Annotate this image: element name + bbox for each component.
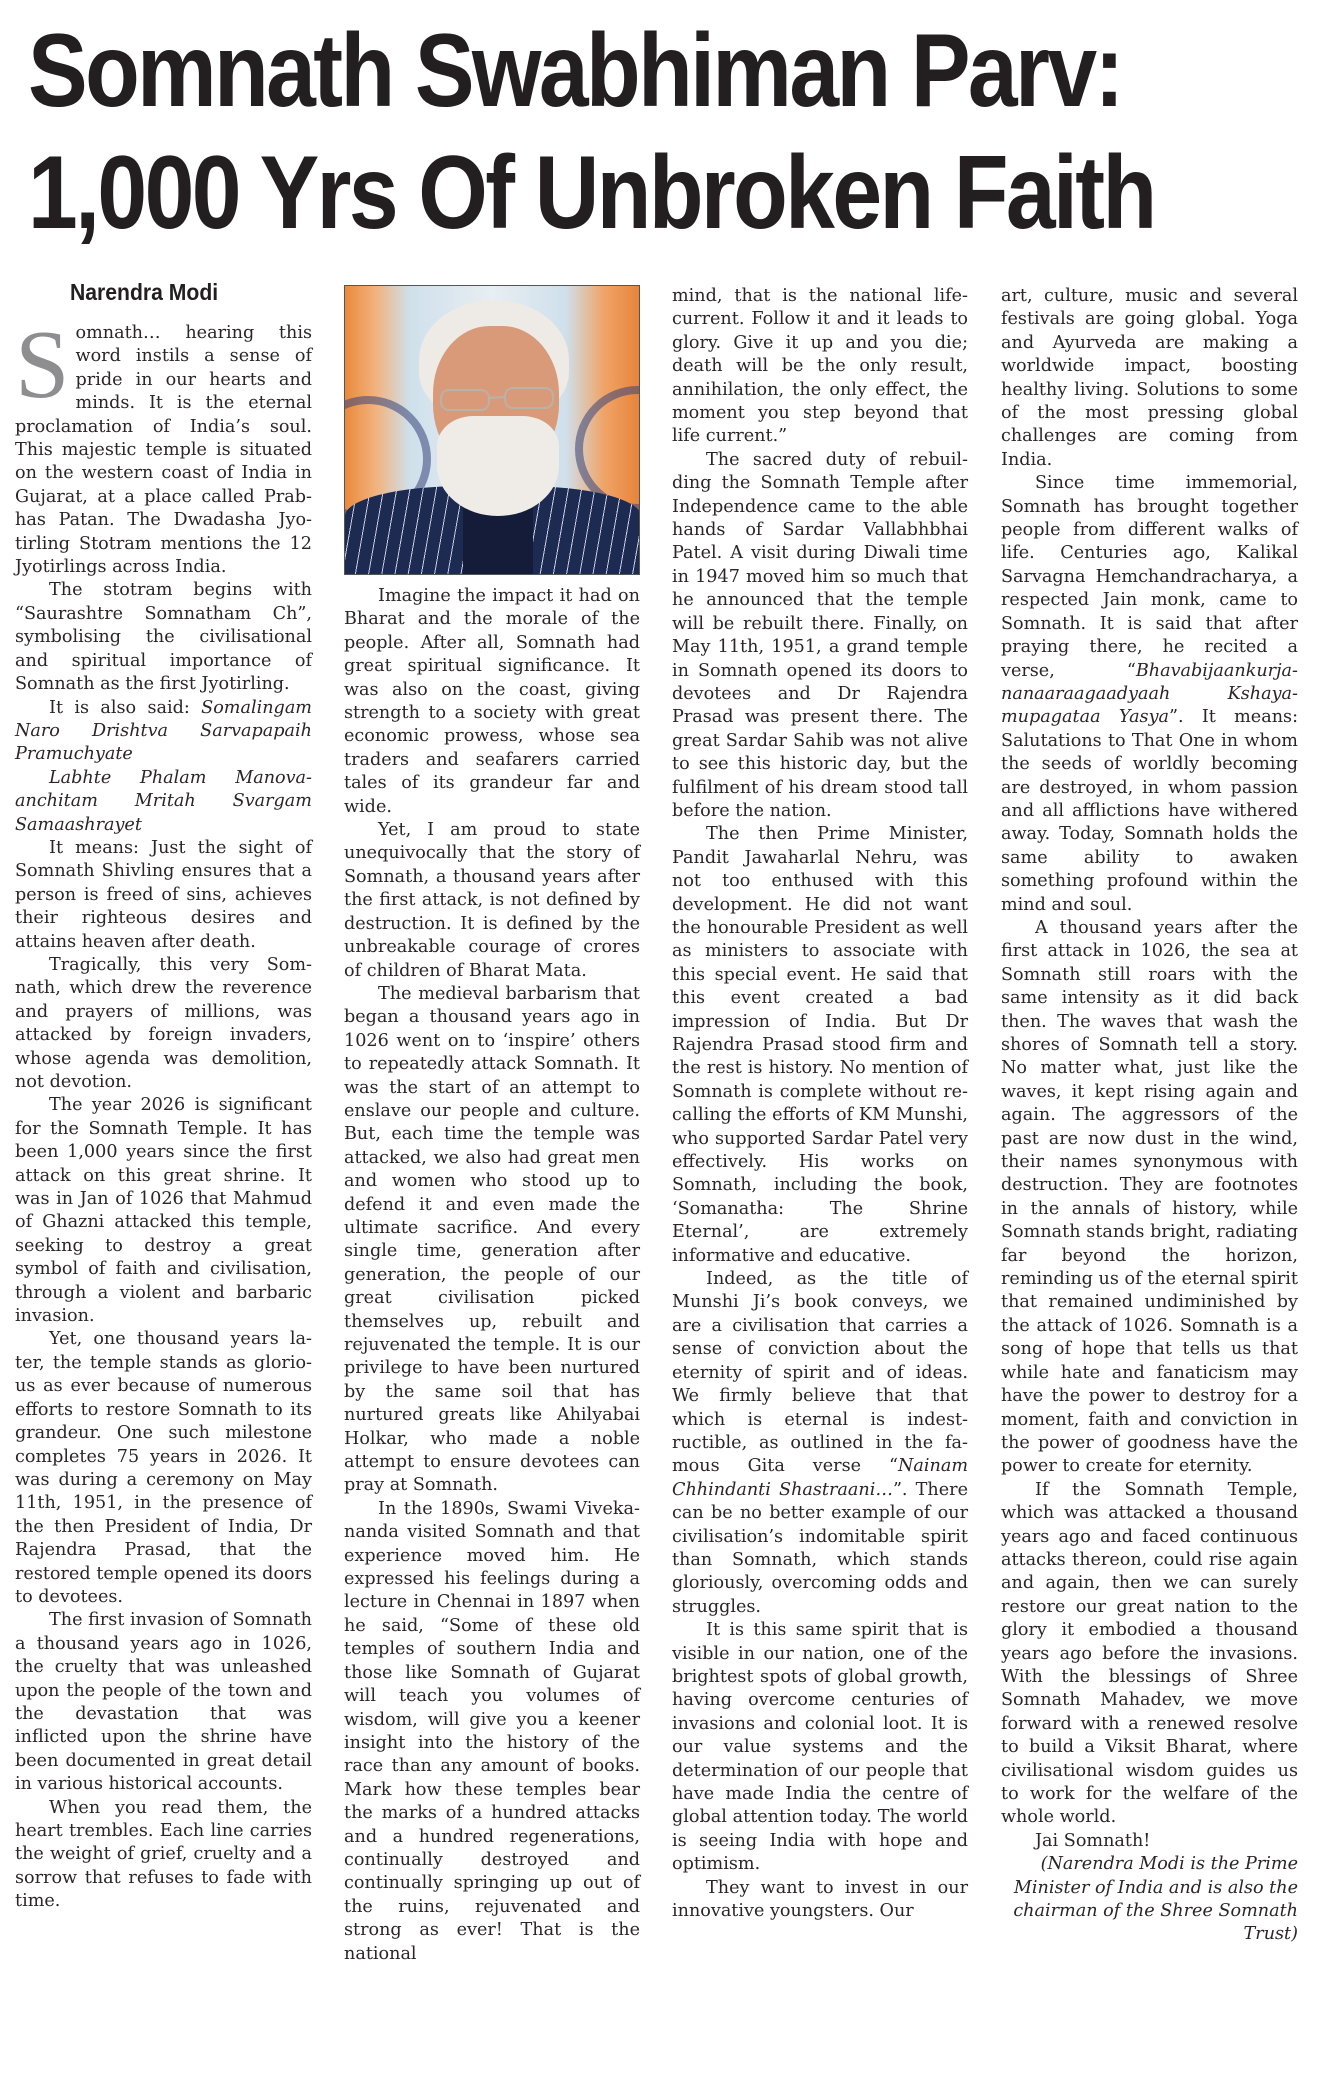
column-1: [15, 311, 312, 1914]
paragraph: The stotram begins with “Saurashtre Somnatham Ch”, symbolising the civilisational and spiritual importance of Somnath as the first Jyotirling.: [15, 580, 312, 695]
paragraph: If the Somnath Temple, which was attacked a thousand years ago and faced continuous attacks thereon, could rise again and again, then we can surely restore our great nation to the glory it embodied a thousand years ago before the invasions. With the blessings of Shree Somnath Mahadev, we move forward with a renewed resolve to build a Viksit Bharat, where civilisational wisdom guides us to work for the welfare of the whole world.: [1001, 1479, 1298, 1828]
sanskrit-verse: Bhavabijaankurjananaaraagaadyaah Kshayamupagataa Yasya: [1001, 660, 1298, 728]
paragraph-text: ”. There can be no better example of our civilisation’s indomitable spirit than Somnath, which stands gloriously, overcoming odds and struggles.: [672, 1479, 968, 1617]
column-4: [1001, 285, 1298, 1947]
paragraph-text: Since time immemorial, Somnath has brought together people from different walks of life. Centuries ago, Kalikal Sarvagna Hemchandracharya, a respected Jain monk, came to Somnath. It is said that after praying there, he recited a verse, “: [1001, 473, 1298, 681]
closing-line: Jai Somnath!: [1035, 1830, 1151, 1851]
paragraph: [672, 1268, 968, 1619]
sanskrit-verse: Somalingam Naro Drishtva Sarvapapaih Pramuchyate: [15, 697, 312, 765]
byline: Narendra Modi: [70, 279, 219, 305]
headline-line-1: Somnath Swabhiman Parv:: [28, 13, 1122, 129]
paragraph: It is this same spirit that is visible in our nation, one of the brightest spots of global growth, having overcome centuries of invasions and colonial loot. It is our value systems and the determination of our people that have made India the centre of global attention today. The world is seeing India with hope and optimism.: [672, 1620, 968, 1875]
paragraph: They want to invest in our innovative youngsters. Our: [672, 1877, 968, 1922]
portrait-glasses: [423, 384, 573, 414]
headline-line-2: 1,000 Yrs Of Unbroken Faith: [28, 135, 1155, 251]
paragraph-text: omnath… hearing this word instils a sense of pride in our hearts and minds. It is the eternal proclamation of India’s soul. This majestic temple is situated on the western coast of India in Gujarat, at a place called Prabhas Patan. The Dwadasha Jyotirling Stotram mentions the 12 Jyotirlings across India.: [15, 323, 312, 578]
column-3: [672, 285, 968, 1923]
paragraph: Tragically, this very Somnath, which drew the reverence and prayers of millions, was attacked by foreign invaders, whose agenda was demolition, not devotion.: [15, 954, 312, 1092]
column-2: [344, 285, 640, 1966]
paragraph: A thousand years after the first attack in 1026, the sea at Somnath still roars with the same intensity as it did back then. The waves that wash the shores of Somnath tell a story. No matter what, just like the waves, it kept rising again and again. The aggressors of the past are now dust in the wind, their names synonymous with destruction. They are footnotes in the annals of history, while Somnath stands bright, radiating far beyond the horizon, reminding us of the eternal spirit that remained undiminished by the attack of 1026. Somnath is a song of hope that tells us that while hate and fanaticism may have the power to destroy for a moment, faith and conviction in the power of goodness have the power to create for eternity.: [1001, 917, 1298, 1477]
headline: [28, 10, 1155, 254]
paragraph: When you read them, the heart trembles. Each line carries the weight of grief, cruelty and a sorrow that refuses to fade with time.: [15, 1797, 312, 1912]
paragraph-text: It is also said:: [49, 697, 202, 718]
paragraph: The medieval barbarism that began a thousand years ago in 1026 went on to ‘inspire’ others to repeatedly attack Somnath. It was the start of an attempt to enslave our people and culture. But, each time the temple was attacked, we also had great men and women who stood up to defend it and even made the ultimate sacrifice. And every single time, generation after generation, the people of our great civilisation picked themselves up, rebuilt and rejuvenated the temple. It is our privilege to have been nurtured by the same soil that has nurtured greats like Ahilyabai Holkar, who made a noble attempt to ensure devotees can pray at Somnath.: [344, 983, 640, 1496]
paragraph: mind, that is the national life-current. Follow it and it leads to glory. Give it up and you die; death will be the only result, annihilation, the only effect, the moment you step beyond that life current.”: [672, 286, 968, 447]
paragraph: Yet, I am proud to state unequivocally that the story of Somnath, a thousand years after the first attack, is not defined by destruction. It is defined by the unbreakable courage of crores of children of Bharat Mata.: [344, 820, 640, 981]
paragraph: [1001, 472, 1298, 917]
paragraph: Yet, one thousand years later, the temple stands as glorious as ever because of numerous efforts to restore Somnath to its grandeur. One such milestone completes 75 years in 2026. It was during a ceremony on May 11th, 1951, in the presence of the then President of India, Dr Rajendra Prasad, that the restored temple opened its doors to devotees.: [15, 1329, 312, 1607]
paragraph: The year 2026 is significant for the Somnath Temple. It has been 1,000 years since the first attack on this great shrine. It was in Jan of 1026 that Mahmud of Ghazni attacked this temple, seeking to destroy a great symbol of faith and civilisation, through a violent and barbaric invasion.: [15, 1095, 312, 1327]
paragraph-text: ”. It means: Salutations to That One in whom the seeds of worldly becoming are destroyed, in whom passion and all afflictions have withered away. Today, Somnath holds the same ability to awaken something profound within the mind and soul.: [1001, 707, 1298, 915]
sanskrit-verse: Labhte Phalam Manovaanchitam Mritah Svargam Samaashrayet: [15, 767, 312, 835]
portrait-beard: [437, 416, 559, 516]
paragraph-text: Indeed, as the title of Munshi Ji’s book conveys, we are a civilisation that carries a sense of conviction about the eternity of spirit and of ideas. We firmly believe that that which is eternal is indestructible, as outlined in the famous Gita verse “: [672, 1269, 968, 1477]
paragraph: [15, 311, 312, 579]
gita-verse: Nainam Chhindanti Shastraani…: [672, 1456, 968, 1500]
paragraph: The sacred duty of rebuilding the Somnath Temple after Independence came to the able hands of Sardar Vallabhbhai Patel. A visit during Diwali time in 1947 moved him so much that he announced that the temple will be rebuilt there. Finally, on May 11th, 1951, a grand temple in Somnath opened its doors to devotees and Dr Rajendra Prasad was present there. The great Sardar Sahib was not alive to see this historic day, but the fulfilment of his dream stood tall before the nation.: [672, 449, 968, 821]
paragraph: Imagine the impact it had on Bharat and the morale of the people. After all, Somnath had great spiritual significance. It was also on the coast, giving strength to a society with great economic prowess, whose sea traders and seafarers carried tales of its grandeur far and wide.: [344, 586, 640, 817]
author-photo: [344, 285, 640, 575]
paragraph: The first invasion of Somnath a thousand years ago in 1026, the cruelty that was unleashed upon the people of the town and the devastation that was inflicted upon the shrine have been documented in great detail in various historical accounts.: [15, 1610, 312, 1795]
paragraph: art, culture, music and several festivals are going global. Yoga and Ayurveda are making a worldwide impact, boosting healthy living. Solutions to some of the most pressing global challenges are coming from India.: [1001, 286, 1298, 470]
drop-cap: S: [15, 311, 70, 419]
paragraph: In the 1890s, Swami Vivekananda visited Somnath and that experience moved him. He expressed his feelings during a lecture in Chennai in 1897 when he said, “Some of these old temples of southern India and those like Somnath of Gujarat will teach you volumes of wisdom, will give you a keener insight into the history of the race than any amount of books. Mark how these temples bear the marks of a hundred attacks and a hundred regenerations, continually destroyed and continually springing up out of the ruins, rejuvenated and strong as ever! That is the national: [344, 1498, 640, 1964]
paragraph: The then Prime Minister, Pandit Jawaharlal Nehru, was not too enthused with this development. He did not want the honourable President as well as ministers to associate with this special event. He said that this event created a bad impression of India. But Dr Rajendra Prasad stood firm and the rest is history. No mention of Somnath is complete without recalling the efforts of KM Munshi, who supported Sardar Patel very effectively. His works on Somnath, including the book, ‘Somanatha: The Shrine Eternal’, are extremely informative and educative.: [672, 824, 968, 1266]
paragraph: It means: Just the sight of Somnath Shivling ensures that a person is freed of sins, achieves their righteous desires and attains heaven after death.: [15, 837, 312, 952]
paragraph: [15, 697, 312, 767]
author-note: (Narendra Modi is the Prime Minister of India and is also the chairman of the Shree Somnath Trust): [1013, 1854, 1298, 1945]
